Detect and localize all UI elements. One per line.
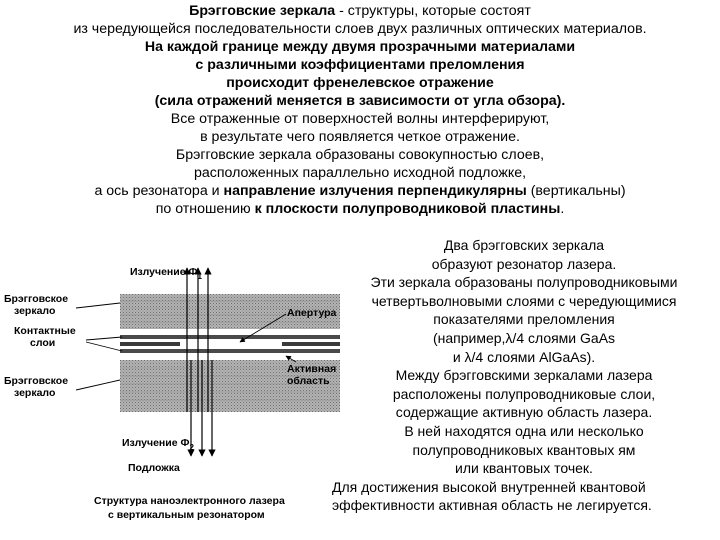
text-line-2: из чередующейся последовательности слоев двух различных оптических материалов. [73,21,647,37]
aperture-oxide-left [120,342,180,346]
right-line: полупроводниковых квантовых ям [412,441,636,458]
text-line-6: (сила отражений меняется в зависимости от угла обзора). [154,93,566,109]
text-fragment-bold: направление излучения перпендикулярны [223,183,527,199]
text-fragment: а ось резонатора и [94,183,224,199]
diagram-caption-2: с вертикальным резонатором [108,509,265,521]
right-line: и λ/4 слоями AlGaAs). [452,348,596,365]
intro-text-block [0,2,720,218]
text-line-12 [0,200,720,218]
right-line: Между брэгговскими зеркалами лазера [395,367,653,384]
text-line-7: Все отраженные от поверхностей волны интерферируют, [170,111,550,127]
substrate [120,412,340,458]
right-text-block [332,236,716,515]
text-line-11 [0,182,720,200]
right-line: Два брэгговских зеркала [443,237,605,253]
right-line: Эти зеркала образованы полупроводниковыми [370,274,678,291]
active-region-label-1: Активная [287,363,337,375]
text-fragment: . [560,201,565,217]
text-line-3: На каждой границе между двумя прозрачными материалами [144,39,576,55]
text-line-8: в результате чего появляется четкое отражение. [200,129,520,145]
right-line: содержащие активную область лазера. [395,404,653,421]
right-line: расположены полупроводниковые слои, [392,385,656,402]
right-line: четвертьволновыми слоями с чередующимися [371,292,677,309]
substrate-label: Подложка [128,462,180,474]
left-leader-lines [76,303,122,390]
text-line-1 [0,2,720,20]
diagram-caption-1: Структура наноэлектронного лазера [94,495,285,507]
aperture-oxide-right [282,342,340,346]
contact-label-2: слои [30,337,56,349]
contact-layer-bottom [120,349,340,353]
right-line: В ней находятся одна или несколько [404,422,644,439]
right-line: или квантовых точек. [455,460,593,477]
bragg-top-label-2: зеркало [14,305,56,317]
bragg-bottom-label-2: зеркало [14,387,56,399]
emission-top-label: Излучение $Ф_1$ [130,266,202,281]
text-line-5: происходит френелевское отражение [226,75,494,91]
bragg-top-label-1: Брэгговское [4,293,69,305]
contact-label-1: Контактные [14,325,76,337]
active-region-label-2: область [287,375,330,387]
right-line: образуют резонатор лазера. [431,255,617,272]
vcsel-diagram [0,258,340,540]
right-line: показателями преломления [433,311,615,328]
aperture-label: Апертура [287,307,337,319]
text-fragment: - структуры, которые состоят [335,3,531,19]
text-fragment: по отношению [155,201,255,217]
term-bragg-mirrors: Брэгговские зеркала [189,3,336,19]
right-line: Для достижения высокой внутренней квантовой [332,478,646,495]
text-fragment-bold: к плоскости полупроводниковой пластины [254,201,561,217]
text-line-9: Брэгговские зеркала образованы совокупностью слоев, [175,147,545,163]
right-line: (например,λ/4 слоями GaAs [432,329,616,346]
emission-bottom-label: Излучение $Ф_2$ [122,437,194,452]
text-fragment: (вертикальны) [526,183,626,199]
contact-gap-top [120,329,340,335]
text-line-4: с различными коэффициентами преломления [195,57,525,73]
contact-layer-top [120,335,340,339]
bragg-bottom-label-1: Брэгговское [4,375,69,387]
right-line: эффективности активная область не легируется. [332,497,652,514]
text-line-10: расположенных параллельно исходной подложке, [193,165,527,181]
active-region [120,353,340,360]
